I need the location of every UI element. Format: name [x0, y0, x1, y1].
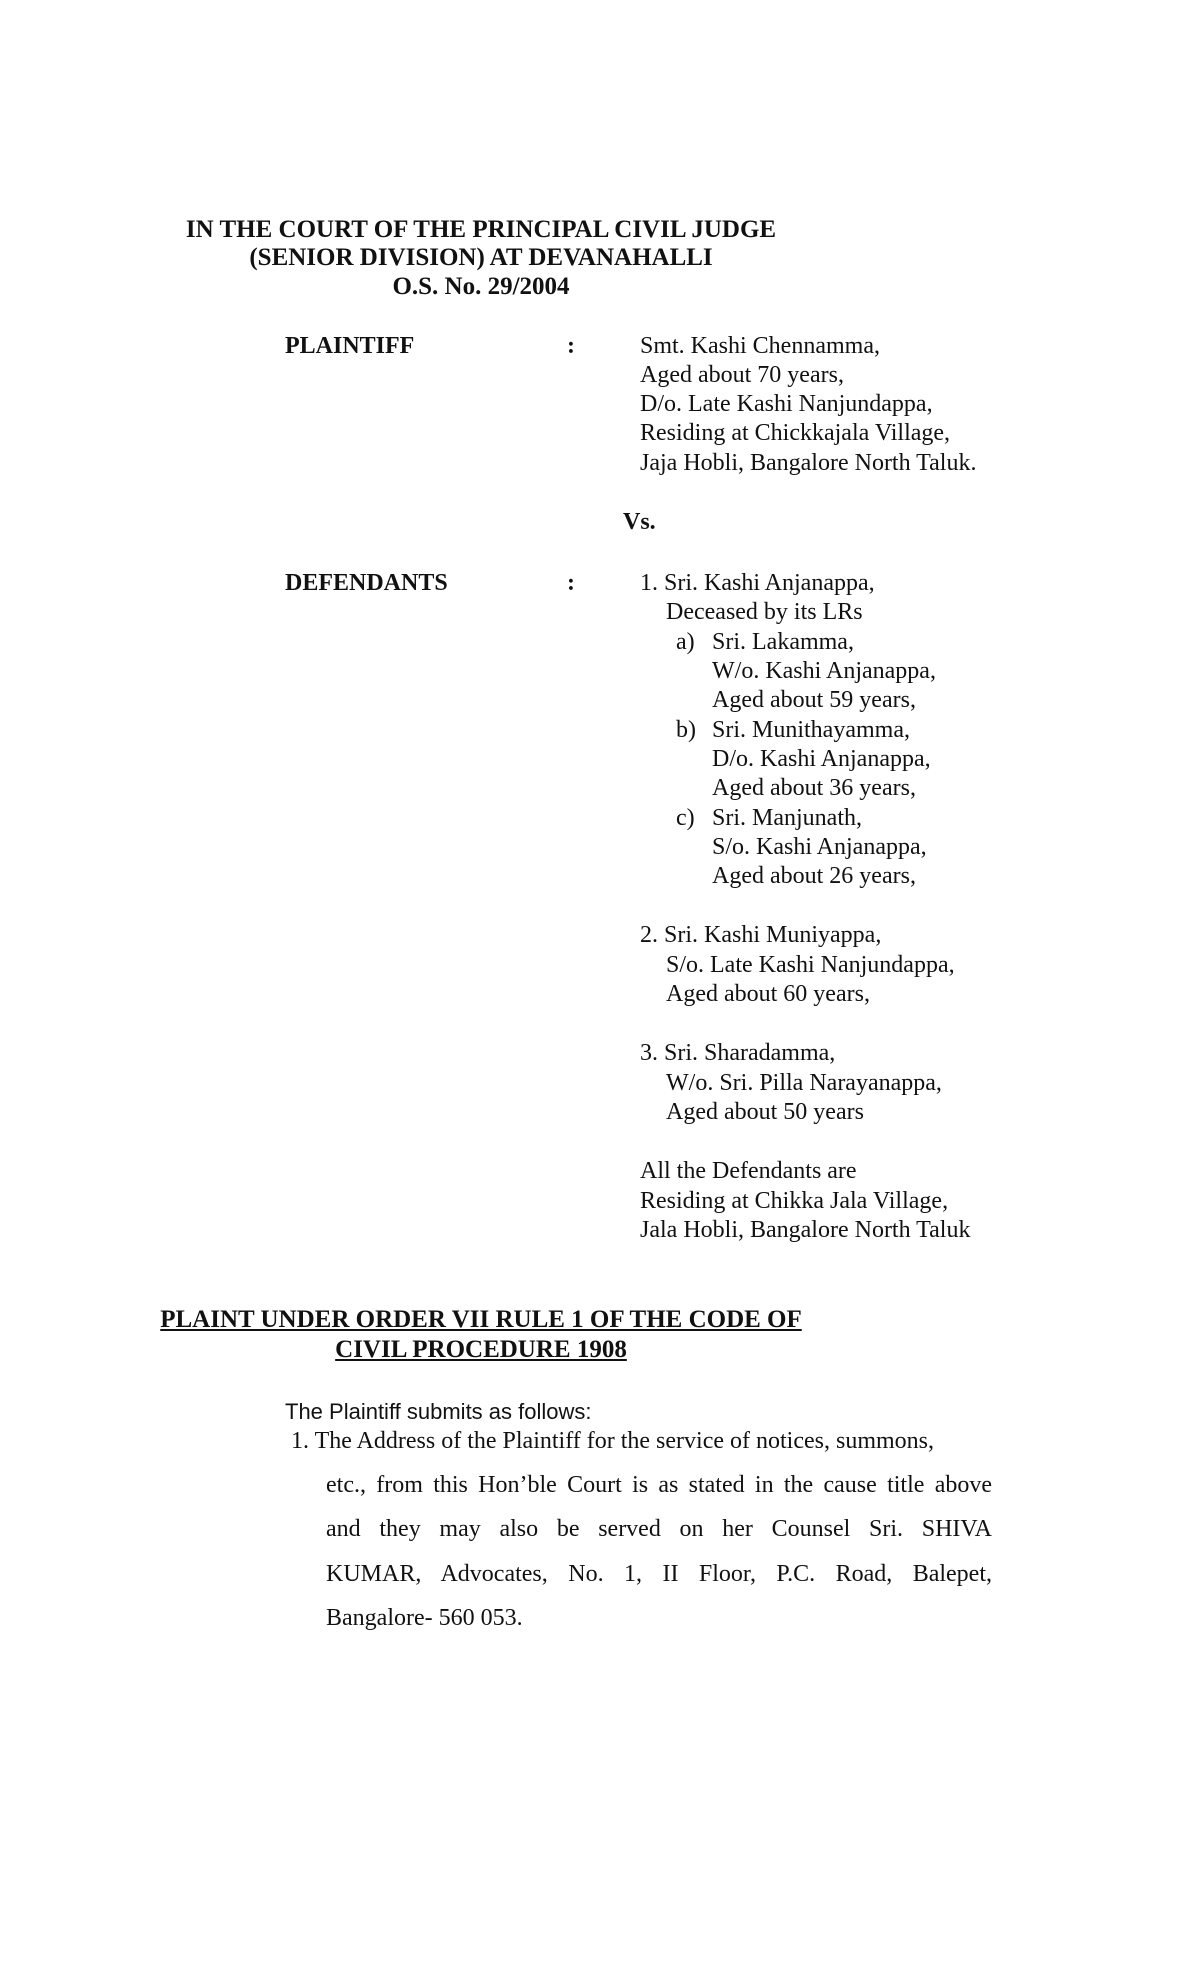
- lr-line: D/o. Kashi Anjanappa,: [712, 746, 931, 772]
- plaintiff-line: Jaja Hobli, Bangalore North Taluk.: [640, 450, 977, 476]
- plaintiff-colon: :: [567, 333, 575, 359]
- paragraph-1-line: and they may also be served on her Counsel Sri. SHIVA: [326, 1516, 992, 1542]
- defendants-colon: :: [567, 570, 575, 596]
- paragraph-1-first-line: 1. The Address of the Plaintiff for the service of notices, summons,: [291, 1428, 934, 1454]
- versus-label: Vs.: [623, 509, 656, 535]
- plaintiff-line: Residing at Chickkajala Village,: [640, 420, 951, 446]
- defendant-3-line: W/o. Sri. Pilla Narayanappa,: [666, 1070, 942, 1096]
- lr-marker: a): [676, 629, 695, 655]
- plaintiff-line: Smt. Kashi Chennamma,: [640, 333, 880, 359]
- defendants-label: DEFENDANTS: [285, 570, 448, 596]
- plaintiff-line: Aged about 70 years,: [640, 362, 844, 388]
- defendants-common-line: Jala Hobli, Bangalore North Taluk: [640, 1217, 971, 1243]
- court-heading-line1: IN THE COURT OF THE PRINCIPAL CIVIL JUDGE: [185, 216, 777, 243]
- lr-line: W/o. Kashi Anjanappa,: [712, 658, 936, 684]
- lr-line: Aged about 26 years,: [712, 863, 916, 889]
- plaintiff-label: PLAINTIFF: [285, 333, 415, 359]
- court-heading-line2: (SENIOR DIVISION) AT DEVANAHALLI: [249, 244, 713, 271]
- lr-line: Aged about 36 years,: [712, 775, 916, 801]
- lr-line: Sri. Lakamma,: [712, 629, 854, 655]
- lr-marker: b): [676, 717, 696, 743]
- paragraph-1-line: etc., from this Hon’ble Court is as stated in the cause title above: [326, 1472, 992, 1498]
- lr-line: Sri. Munithayamma,: [712, 717, 910, 743]
- plaint-title-line2: CIVIL PROCEDURE 1908: [335, 1336, 627, 1363]
- lr-marker: c): [676, 805, 695, 831]
- case-number: O.S. No. 29/2004: [392, 273, 570, 300]
- lr-line: S/o. Kashi Anjanappa,: [712, 834, 927, 860]
- paragraph-1-line: KUMAR, Advocates, No. 1, II Floor, P.C. Road, Balepet,: [326, 1561, 992, 1587]
- paragraph-1-line: Bangalore- 560 053.: [326, 1605, 523, 1631]
- defendants-common-line: All the Defendants are: [640, 1158, 857, 1184]
- lr-line: Aged about 59 years,: [712, 687, 916, 713]
- defendant-3-line: Aged about 50 years: [666, 1099, 864, 1125]
- plaint-intro: The Plaintiff submits as follows:: [285, 1399, 592, 1424]
- plaintiff-line: D/o. Late Kashi Nanjundappa,: [640, 391, 933, 417]
- defendants-common-line: Residing at Chikka Jala Village,: [640, 1188, 949, 1214]
- defendant-3-line: 3. Sri. Sharadamma,: [640, 1040, 836, 1066]
- defendant-2-line: 2. Sri. Kashi Muniyappa,: [640, 922, 882, 948]
- defendant-2-line: Aged about 60 years,: [666, 981, 870, 1007]
- defendant-1-note: Deceased by its LRs: [666, 599, 863, 625]
- defendant-1-name: 1. Sri. Kashi Anjanappa,: [640, 570, 875, 596]
- lr-line: Sri. Manjunath,: [712, 805, 862, 831]
- plaint-title-line1: PLAINT UNDER ORDER VII RULE 1 OF THE CODE OF: [160, 1306, 802, 1333]
- defendant-2-line: S/o. Late Kashi Nanjundappa,: [666, 952, 955, 978]
